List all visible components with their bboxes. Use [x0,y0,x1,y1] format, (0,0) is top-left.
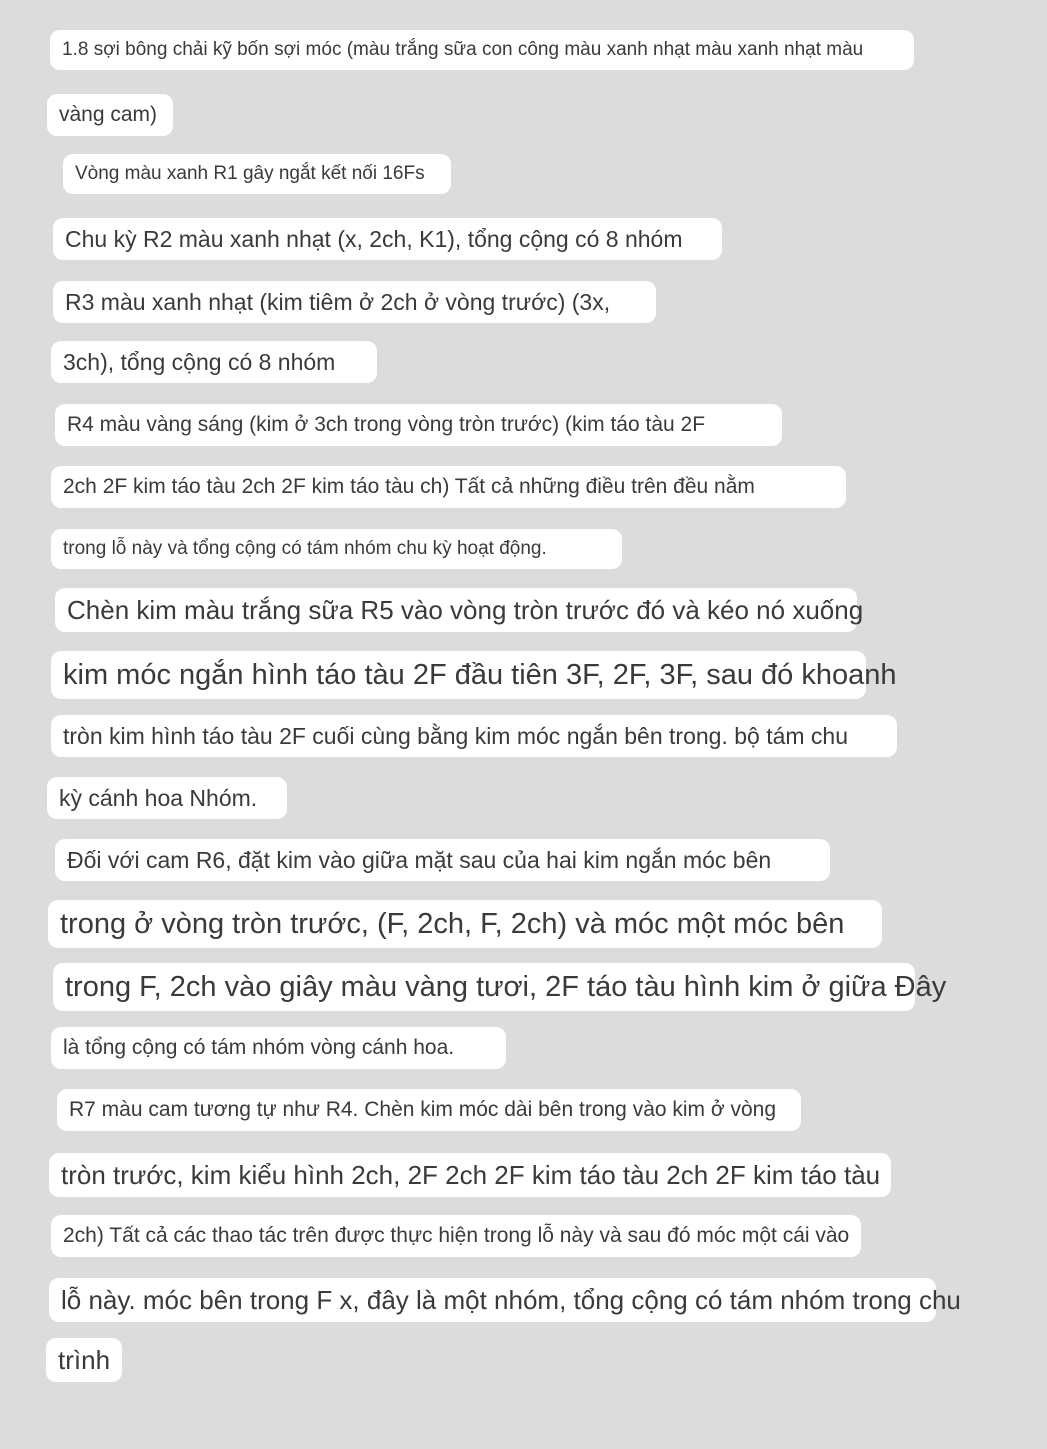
text-line-5: R3 màu xanh nhạt (kim tiêm ở 2ch ở vòng trước) (3x, [53,281,656,323]
text-line-6: 3ch), tổng cộng có 8 nhóm [51,341,377,383]
text-line-1: 1.8 sợi bông chải kỹ bốn sợi móc (màu trắng sữa con công màu xanh nhạt màu xanh nhạt màu [50,30,914,70]
text-line-4: Chu kỳ R2 màu xanh nhạt (x, 2ch, K1), tổng cộng có 8 nhóm [53,218,722,260]
text-line-9: trong lỗ này và tổng cộng có tám nhóm chu kỳ hoạt động. [51,529,622,569]
text-line-22: trình [46,1338,122,1382]
text-line-15: trong ở vòng tròn trước, (F, 2ch, F, 2ch) và móc một móc bên [48,900,882,948]
text-line-14: Đối với cam R6, đặt kim vào giữa mặt sau của hai kim ngắn móc bên [55,839,830,881]
text-line-13: kỳ cánh hoa Nhóm. [47,777,287,819]
text-line-19: tròn trước, kim kiểu hình 2ch, 2F 2ch 2F kim táo tàu 2ch 2F kim táo tàu [49,1153,891,1197]
text-line-16: trong F, 2ch vào giây màu vàng tươi, 2F táo tàu hình kim ở giữa Đây [53,963,915,1011]
text-line-12: tròn kim hình táo tàu 2F cuối cùng bằng kim móc ngắn bên trong. bộ tám chu [51,715,897,757]
text-line-18: R7 màu cam tương tự như R4. Chèn kim móc dài bên trong vào kim ở vòng [57,1089,801,1131]
text-line-3: Vòng màu xanh R1 gây ngắt kết nối 16Fs [63,154,451,194]
text-line-20: 2ch) Tất cả các thao tác trên được thực hiện trong lỗ này và sau đó móc một cái vào [51,1215,861,1257]
text-line-10: Chèn kim màu trắng sữa R5 vào vòng tròn trước đó và kéo nó xuống [55,588,857,632]
text-line-8: 2ch 2F kim táo tàu 2ch 2F kim táo tàu ch) Tất cả những điều trên đều nằm [51,466,846,508]
text-line-11: kim móc ngắn hình táo tàu 2F đầu tiên 3F, 2F, 3F, sau đó khoanh [51,651,866,699]
text-line-7: R4 màu vàng sáng (kim ở 3ch trong vòng tròn trước) (kim táo tàu 2F [55,404,782,446]
text-line-2: vàng cam) [47,94,173,136]
text-line-17: là tổng cộng có tám nhóm vòng cánh hoa. [51,1027,506,1069]
text-line-21: lỗ này. móc bên trong F x, đây là một nhóm, tổng cộng có tám nhóm trong chu [49,1278,936,1322]
